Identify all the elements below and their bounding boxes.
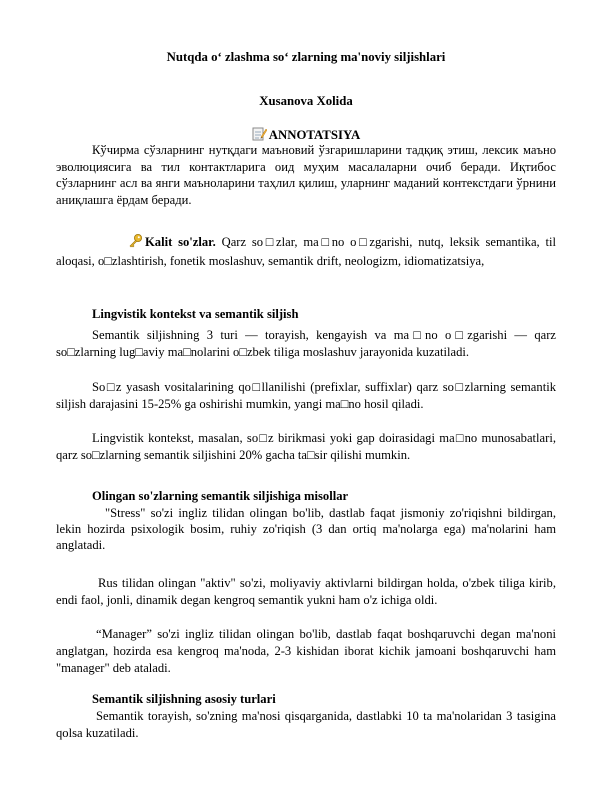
section3-paragraph-1: Semantik torayish, so'zning ma'nosi qisqarganida, dastlabki 10 ta ma'nolaridan 3 tasigina qolsa kuzatiladi. bbox=[56, 709, 556, 740]
section3-heading: Semantik siljishning asosiy turlari bbox=[92, 692, 276, 706]
section2-paragraph-2: Rus tilidan olingan "aktiv" so'zi, moliyaviy aktivlarni bildirgan holda, o'zbek tiliga kirib, endi faol, jonli, dinamik degan kengroq semantik yukni ham o'z ichiga oldi. bbox=[56, 576, 556, 607]
section1-paragraph-3: Lingvistik kontekst, masalan, so□z birikmasi yoki gap doirasidagi ma□no munosabatlari, qarz so□zlarning semantik siljishini 20% gacha ta□sir qilishi mumkin. bbox=[56, 431, 556, 462]
paper-title: Nutqda o‘ zlashma so‘ zlarning ma'noviy siljishlari bbox=[166, 50, 446, 64]
section1-heading: Lingvistik kontekst va semantik siljish bbox=[92, 307, 299, 321]
key-icon bbox=[92, 233, 143, 253]
section2-paragraph-3: “Manager” so'zi ingliz tilidan olingan bo'lib, dastlab faqat boshqaruvchi degan ma'noni anglatgan, hozirda esa kengroq ma'noda, 2-3 kishidan iborat kichik jamoani boshqaruvchi ham "manager" deb ataladi. bbox=[56, 627, 556, 675]
annotation-heading: ANNOTATSIYA bbox=[0, 126, 612, 145]
section2-paragraph-1: "Stress" so'zi ingliz tilidan olingan bo'lib, dastlab faqat jismoniy zo'riqishni bildirgan, lekin hozirda psixologik bosim, ruhiy zo'riqish (3 dan ortiq ma'nolarga ega) ma'nolarini ham anglatadi. bbox=[56, 506, 556, 552]
annotation-text: Кўчирма сўзларнинг нутқдаги маъновий ўзгаришларини тадқиқ этиш, лексик маъно эволюциясига ва тил контактларига оид муҳим масалаларни очиб беради. Иқтибос сўзларнинг асл ва янги маъноларини таҳлил қилиш, уларнинг маданий контекстдаги ўрнини аниқлашга ёрдам беради. bbox=[56, 143, 556, 207]
section1-paragraph-1: Semantik siljishning 3 turi — torayish, kengayish va ma□no o□zgarishi — qarz so□zlarning lug□aviy ma□nolarini o□zbek tiliga moslashuv jarayonida kuzatiladi. bbox=[56, 328, 556, 359]
keywords-label: Kalit so'zlar. bbox=[145, 235, 216, 249]
keywords-paragraph bbox=[56, 233, 556, 270]
section2-heading: Olingan so'zlarning semantik siljishiga misollar bbox=[92, 489, 349, 503]
section1-paragraph-2: So□z yasash vositalarining qo□llanilishi (prefixlar, suffixlar) qarz so□zlarning semantik siljish darajasini 15-25% ga oshirishi mumkin, yangi ma□no hosil qiladi. bbox=[56, 380, 556, 411]
author-name: Xusanova Xolida bbox=[259, 94, 353, 108]
keywords-text: Qarz so□zlar, ma□no o□zgarishi, nutq, leksik semantika, til aloqasi, o□zlashtirish, fonetik moslashuv, semantik drift, neologizm, idiomatizatsiya, bbox=[56, 235, 556, 268]
